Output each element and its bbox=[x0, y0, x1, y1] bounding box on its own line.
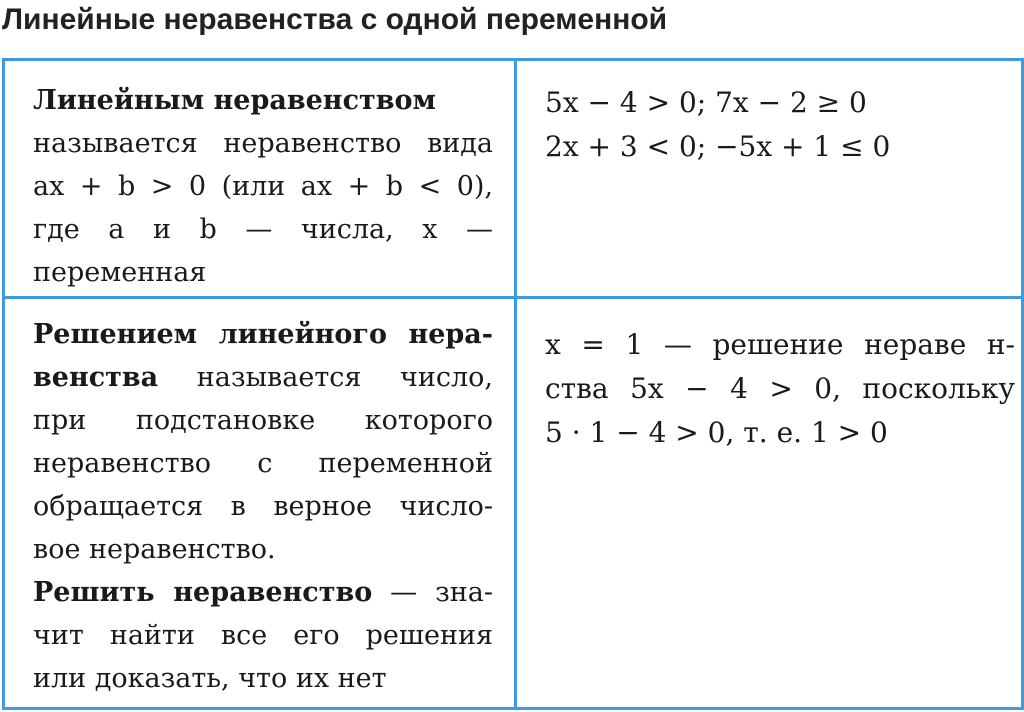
example-line: 2x + 3 < 0; −5x + 1 ≤ 0 bbox=[545, 130, 891, 163]
definition-line: обращается в верное число- bbox=[33, 491, 493, 522]
definition-line: переменная bbox=[33, 257, 207, 288]
example-line: 5 · 1 − 4 > 0, т. е. 1 > 0 bbox=[545, 416, 888, 449]
row-divider bbox=[5, 296, 1021, 299]
definition-table bbox=[2, 58, 1024, 710]
example-solution bbox=[545, 323, 1015, 703]
definition-line: называется неравенство вида bbox=[33, 128, 493, 159]
definition-line: чит найти все его решения bbox=[33, 620, 493, 651]
definition-line: венства называется число, bbox=[33, 362, 493, 393]
definition-formula: ax + b > 0 (или ax + b < 0), bbox=[33, 171, 493, 202]
examples-linear-inequality bbox=[545, 81, 1015, 291]
definition-line: где a и b — числа, x — bbox=[33, 214, 493, 245]
definition-solution bbox=[33, 313, 493, 708]
example-line: x = 1 — решение нераве н- bbox=[545, 328, 1015, 361]
definition-line: при подстановке которого bbox=[33, 405, 493, 436]
definition-term: Решением линейного нера- bbox=[33, 319, 493, 350]
example-line: ства 5x − 4 > 0, поскольку bbox=[545, 372, 1015, 405]
definition-term: Линейным неравенством bbox=[33, 85, 436, 116]
definition-linear-inequality bbox=[33, 79, 493, 294]
example-line: 5x − 4 > 0; 7x − 2 ≥ 0 bbox=[545, 86, 867, 119]
page-title: Линейные неравенства с одной переменной bbox=[2, 3, 668, 36]
definition-line: вое неравенство. bbox=[33, 534, 276, 565]
definition-line: неравенство с переменной bbox=[33, 448, 493, 479]
definition-line: Решить неравенство — зна- bbox=[33, 577, 493, 608]
column-divider bbox=[514, 61, 517, 707]
definition-line: или доказать, что их нет bbox=[33, 663, 387, 694]
